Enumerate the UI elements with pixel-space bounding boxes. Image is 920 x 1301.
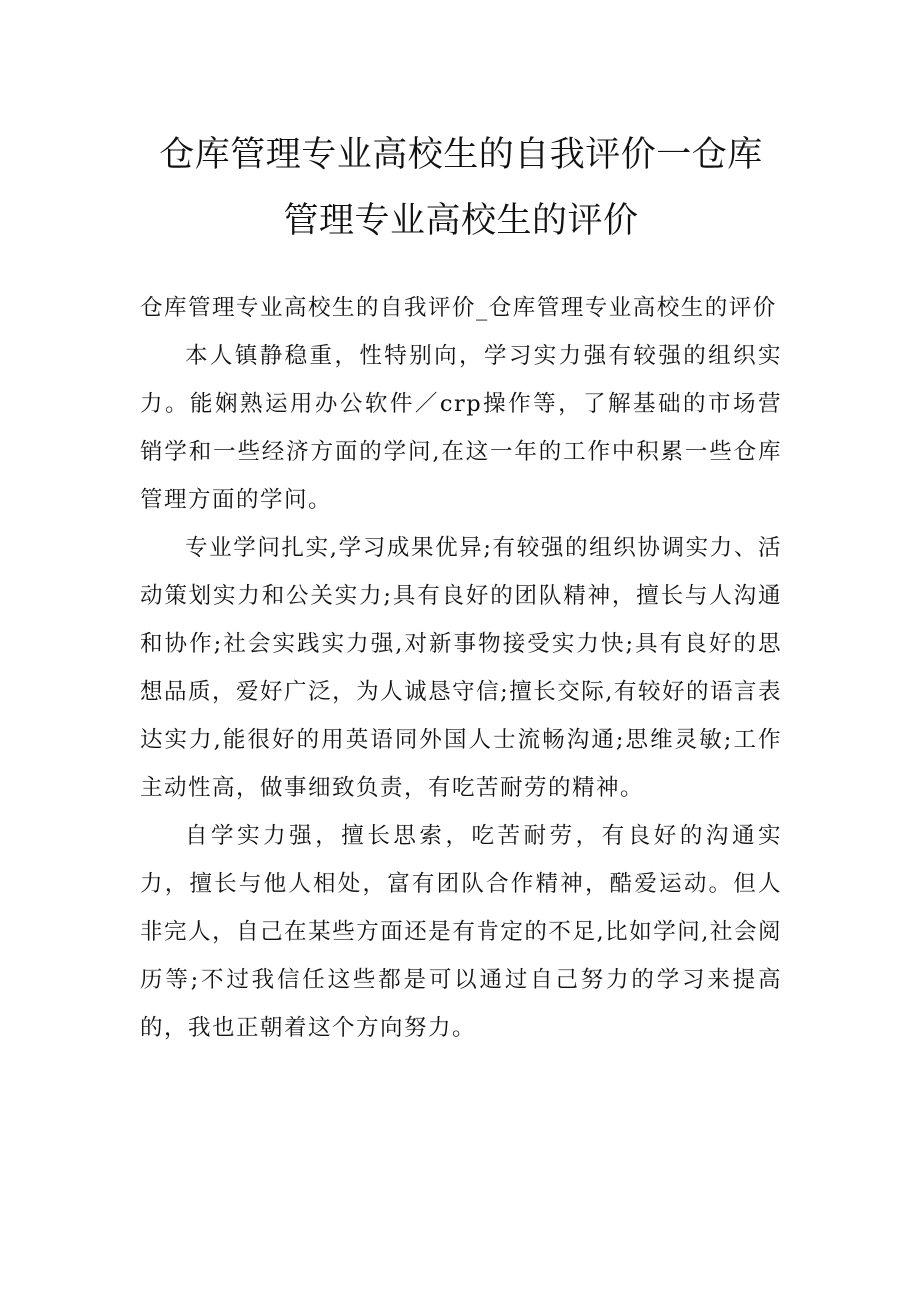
- title-line-1: 仓库管理专业高校生的自我评价一仓库: [159, 135, 763, 175]
- paragraph-3: 自学实力强，擅长思索，吃苦耐劳，有良好的沟通实力，擅长与他人相处，富有团队合作精神，酷爱运动。但人非完人，自己在某些方面还是有肯定的不足,比如学问,社会阅历等;不过我信任这些都是可以通过自己努力的学习来提高的，我也正朝着这个方向努力。: [140, 823, 782, 1041]
- paragraph-2: 专业学问扎实,学习成果优异;有较强的组织协调实力、活动策划实力和公关实力;具有良好的团队精神，擅长与人沟通和协作;社会实践实力强,对新事物接受实力快;具有良好的思想品质，爱好广泛，为人诚恳守信;擅长交际,有较好的语言表达实力,能很好的用英语同外国人士流畅沟通;思维灵敏;工作主动性高，做事细致负责，有吃苦耐劳的精神。: [140, 535, 782, 801]
- paragraph-1: 本人镇静稳重，性特别向，学习实力强有较强的组织实力。能娴熟运用办公软件／crp操作等，了解基础的市场营销学和一些经济方面的学问,在这一年的工作中积累一些仓库管理方面的学问。: [140, 343, 782, 513]
- document-title: [140, 122, 782, 254]
- title-line-2: 管理专业高校生的评价: [283, 201, 639, 241]
- document-subtitle: 仓库管理专业高校生的自我评价_仓库管理专业高校生的评价: [140, 295, 777, 321]
